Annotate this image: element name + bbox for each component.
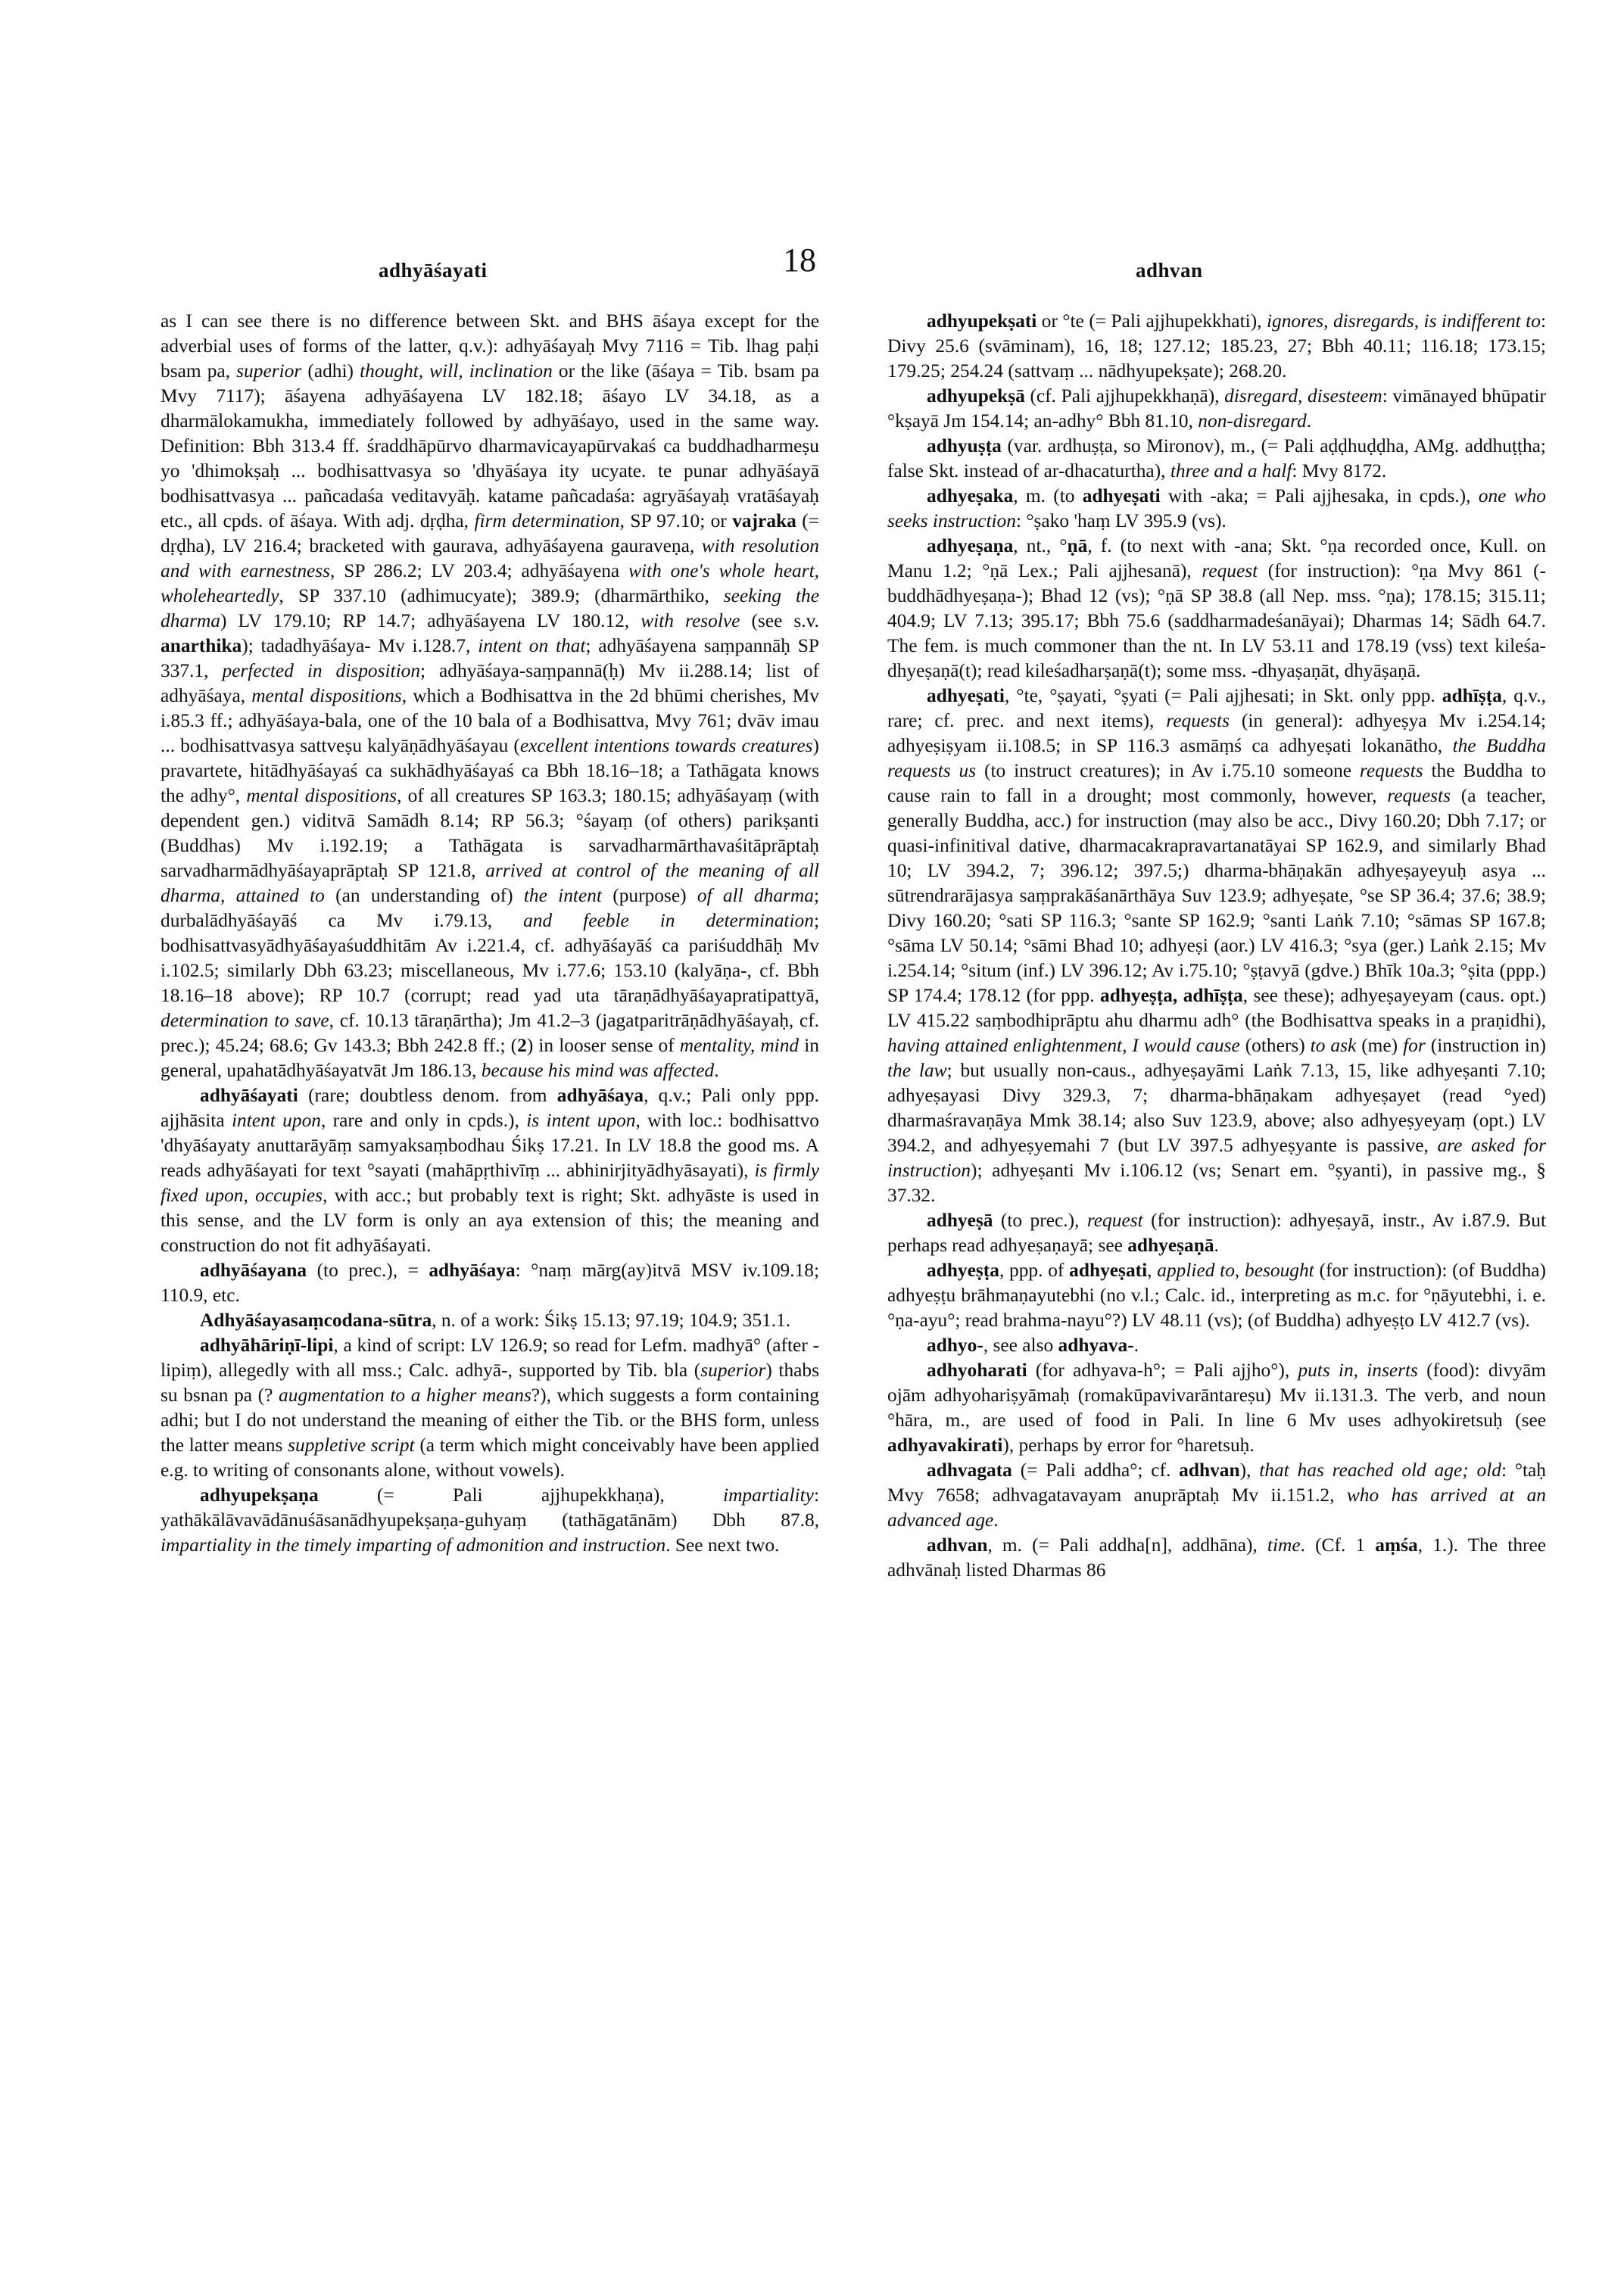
- entry-text: (for instruction): adhyeṣayā, instr., Av i.87.9. But perhaps read adhyeṣaṇayā; see: [887, 1210, 1546, 1256]
- entry-text: , SP 97.10; or: [619, 510, 733, 531]
- entry-text: , f. (to next with -ana; Skt. °ṇa recorded once, Kull. on Manu 1.2; °ṇā Lex.; Pali ajjhesanā),: [887, 535, 1546, 581]
- entry-headword: adhyeṣaṇa: [927, 535, 1014, 556]
- entry-text: .: [1214, 1235, 1219, 1256]
- entry-text: , SP 337.10 (adhimucyate); 389.9; (dharmārthiko,: [279, 585, 724, 606]
- entry-text: (see s.v.: [740, 610, 819, 631]
- entry-text: , of all creatures SP 163.3; 180.15; adhyāśayaṃ (with dependent gen.) viditvā Samādh 8.14; RP 56.3; °śayaṃ (of others) parikṣanti (Buddhas) Mv i.192.19; a Tathāgata is sarvadharmārthavaśitāprāptaḥ sarvadharmādhyāśayaprāptaḥ SP 121.8,: [161, 785, 819, 881]
- entry-text: : °taḥ Mvy 7658; adhvagatavayam anuprāptaḥ Mv ii.151.2,: [887, 1460, 1546, 1506]
- entry-gloss: to ask: [1310, 1035, 1357, 1056]
- entry-gloss: intent on that: [478, 635, 586, 656]
- entry-headword: adhyava-: [1058, 1335, 1134, 1356]
- entry-text: (for adhyava-h°; = Pali ajjho°),: [1027, 1360, 1298, 1381]
- dictionary-entry: [161, 1333, 819, 1483]
- entry-gloss: seeking the dharma: [161, 585, 819, 631]
- entry-text: , see these); adhyeṣayeyam (caus. opt.) LV 415.22 saṃbodhiprāptu ahu dharmu adh° (the Bodhisattva speaks in a praṇidhi),: [887, 985, 1546, 1031]
- entry-text: (instruction in): [1425, 1035, 1546, 1056]
- dictionary-entry: [887, 1333, 1546, 1358]
- entry-text: , q.v.; Pali only ppp. ajjhāsita: [161, 1085, 819, 1131]
- entry-text: ) LV 179.10; RP 14.7; adhyāśayena LV 180.12,: [220, 610, 641, 631]
- entry-text: ); adhyeṣanti Mv i.106.12 (vs; Senart em. °ṣyanti), in passive mg., § 37.32.: [887, 1160, 1546, 1206]
- entry-gloss: superior: [700, 1360, 766, 1381]
- entry-text: . (Cf. 1: [1300, 1534, 1376, 1556]
- entry-gloss: arrived at control of the meaning of all dharma, attained to: [161, 860, 819, 906]
- entry-headword: adhyupekṣati: [927, 310, 1037, 332]
- entry-text: : vimānayed bhūpatir °kṣayā Jm 154.14; an-adhy° Bbh 81.10,: [887, 385, 1546, 431]
- entry-text: ?), which suggests a form containing adhi; but I do not understand the meaning of either the Tib. or the BHS form, unless the latter means: [161, 1385, 819, 1456]
- entry-headword: adhvagata: [927, 1460, 1012, 1481]
- entry-text: as I can see there is no difference between Skt. and BHS āśaya except for the adverbial uses of forms of the latter, q.v.): adhyāśayaḥ Mvy 7116 = Tib. lhag paḥi bsam pa,: [161, 310, 819, 382]
- entry-gloss: who has arrived at an advanced age: [887, 1485, 1546, 1531]
- entry-headword: adhyavakirati: [887, 1435, 1003, 1456]
- entry-text: ; durbalādhyāśayāś ca Mv i.79.13,: [161, 885, 819, 931]
- left-column: [161, 309, 819, 2254]
- entry-text: ,: [1147, 1260, 1158, 1281]
- entry-text: ; adhyāśaya-saṃpannā(ḥ) Mv ii.288.14; list of adhyāśaya,: [161, 660, 819, 706]
- entry-text: in general, upahatādhyāśayatvāt Jm 186.13,: [161, 1035, 819, 1081]
- entry-text: (food): divyām ojām adhyohariṣyāmaḥ (romakūpavivarāntareṣu) Mv ii.131.3. The verb, and noun °hāra, m., are used of food in Pali. In line 6 Mv uses adhyokiretsuḥ (see: [887, 1360, 1546, 1431]
- entry-gloss: are asked for instruction: [887, 1135, 1546, 1181]
- entry-headword: adhyeṣā: [927, 1210, 993, 1231]
- entry-gloss: requests: [1359, 760, 1423, 781]
- entry-text: , a kind of script: LV 126.9; so read for Lefm. madhyā° (after -lipiṃ), allegedly with all mss.; Calc. adhyā-, supported by Tib. bla (: [161, 1335, 819, 1381]
- entry-text: : °ṣako 'haṃ LV 395.9 (vs).: [1015, 510, 1227, 531]
- entry-text: ); tadadhyāśaya- Mv i.128.7,: [242, 635, 478, 656]
- entry-gloss: with resolve: [641, 610, 740, 631]
- entry-headword: Adhyāśayasaṃcodana-sūtra: [200, 1310, 432, 1331]
- entry-text: , see also: [983, 1335, 1058, 1356]
- entry-gloss: perfected in disposition: [222, 660, 421, 681]
- entry-gloss: puts in, inserts: [1298, 1360, 1418, 1381]
- entry-text: , m. (= Pali addha[n], addhāna),: [987, 1534, 1267, 1556]
- running-header: [0, 241, 1624, 286]
- entry-text: (an understanding of): [324, 885, 524, 906]
- entry-gloss: impartiality: [723, 1485, 814, 1506]
- entry-text: (others): [1239, 1035, 1311, 1056]
- entry-gloss: is firmly fixed upon, occupies: [161, 1160, 819, 1206]
- dictionary-entry: [887, 309, 1546, 384]
- entry-text: (adhi): [301, 360, 360, 382]
- entry-text: , q.v., rare; cf. prec. and next items),: [887, 685, 1546, 731]
- entry-gloss: determination to save: [161, 1010, 329, 1031]
- entry-text: ), perhaps by error for °haretsuḥ.: [1002, 1435, 1255, 1456]
- entry-gloss: excellent intentions towards creatures: [519, 735, 813, 756]
- dictionary-entry: [161, 1308, 819, 1333]
- entry-gloss: the Buddha requests us: [887, 735, 1546, 781]
- entry-gloss: the law: [887, 1060, 947, 1081]
- entry-gloss: for: [1403, 1035, 1426, 1056]
- entry-headword: adhvan: [1179, 1460, 1240, 1481]
- entry-headword: adhyo-: [927, 1335, 983, 1356]
- entry-gloss: ignores, disregards, is indifferent to: [1266, 310, 1541, 332]
- entry-text: (cf. Pali ajjhupekkhaṇā),: [1024, 385, 1225, 407]
- entry-headword: ṇā: [1067, 535, 1088, 556]
- entry-headword: adhyupekṣaṇa: [200, 1485, 319, 1506]
- entry-gloss: thought, will, inclination: [360, 360, 553, 382]
- entry-gloss: superior: [236, 360, 302, 382]
- entry-headword: adhyāhāriṇī-lipi: [200, 1335, 334, 1356]
- entry-headword: aṃśa: [1375, 1534, 1418, 1556]
- entry-text: (for instruction): °ṇa Mvy 861 (-buddhādhyeṣaṇa-); Bhad 12 (vs); °ṇā SP 38.8 (all Nep. mss. °ṇa); 178.15; 315.11; 404.9; LV 7.13; 395.17; Bbh 75.6 (saddharmadeśanāyai); Dharmas 14; Sādh 64.7. The fem. is much commoner than the nt. In LV 53.11 and 178.19 (vss) text kileśa-dhyeṣaṇā(t); read kileśadharṣaṇā(t); some mss. -dhyaṣaṇāt, dhyāṣaṇā.: [887, 560, 1546, 681]
- entry-headword: adhyeṣati: [1082, 485, 1161, 506]
- entry-text: , with acc.; but probably text is right; Skt. adhyāste is used in this sense, and the LV form is only an aya extension of this; the meaning and construction do not fit adhyāśayati.: [161, 1185, 819, 1256]
- entry-text: , nt., °: [1013, 535, 1068, 556]
- entry-headword: adhyupekṣā: [927, 385, 1025, 407]
- entry-text: or °te (= Pali ajjhupekkhati),: [1036, 310, 1267, 332]
- entry-text: (rare; doubtless denom. from: [298, 1085, 557, 1106]
- entry-headword: vajraka: [732, 510, 796, 531]
- entry-headword: adhyeṣaka: [927, 485, 1014, 506]
- entry-headword: adhyoharati: [927, 1360, 1027, 1381]
- entry-gloss: request: [1086, 1210, 1143, 1231]
- entry-text: .: [1306, 410, 1312, 431]
- entry-text: ; bodhisattvasyādhyāśayaśuddhitām Av i.221.4, cf. adhyāśayāś ca pariśuddhāḥ Mv i.102.5; similarly Dbh 63.23; miscellaneous, Mv i.77.6; 153.10 (kalyāṇa-, cf. Bbh 18.16–18 above); RP 10.7 (corrupt; read yad uta tāraṇādhyāśayapratipattyā,: [161, 910, 819, 1006]
- entry-headword: adhyeṣati: [1069, 1260, 1148, 1281]
- dictionary-entry: [887, 484, 1546, 534]
- entry-text: (to instruct creatures); in Av i.75.10 someone: [976, 760, 1360, 781]
- dictionary-entry: [161, 1083, 819, 1258]
- entry-text: (= Pali ajjhupekkhaṇa),: [318, 1485, 724, 1506]
- entry-headword: adhvan: [927, 1534, 988, 1556]
- entry-gloss: the intent: [523, 885, 602, 906]
- entry-gloss: mental dispositions: [246, 785, 397, 806]
- entry-text: ; adhyāśayena saṃpannāḥ SP 337.1,: [161, 635, 819, 681]
- entry-text: ),: [1239, 1460, 1260, 1481]
- entry-gloss: time: [1267, 1534, 1301, 1556]
- entry-text: the Buddha to cause rain to fall in a drought; most commonly, however,: [887, 760, 1546, 806]
- entry-text: (for instruction): (of Buddha) adhyeṣṭu brāhmaṇayutebhi (no v.l.; Calc. id., interpreting as m.c. for °ṇāyutebhi, i. e. °ṇa-ayu°; read brahma-nayu°?) LV 48.11 (vs); (of Buddha) adhyeṣṭo LV 412.7 (vs).: [887, 1260, 1546, 1331]
- entry-gloss: that has reached old age; old: [1259, 1460, 1501, 1481]
- entry-text: (to prec.), =: [307, 1260, 429, 1281]
- entry-gloss: firm determination: [474, 510, 620, 531]
- guide-word-right: adhvan: [1136, 259, 1203, 282]
- entry-text: .: [993, 1509, 999, 1531]
- entry-text: : °naṃ mārg(ay)itvā MSV iv.109.18; 110.9, etc.: [161, 1260, 819, 1306]
- entry-gloss: request: [1202, 560, 1258, 581]
- entry-text: (me): [1356, 1035, 1404, 1056]
- entry-text: . See next two.: [665, 1534, 780, 1556]
- entry-gloss: with resolution and with earnestness: [161, 535, 819, 581]
- entry-headword: adhyeṣṭa, adhīṣṭa: [1100, 985, 1243, 1006]
- entry-gloss: disregard, disesteem: [1224, 385, 1382, 407]
- entry-text: (var. ardhuṣṭa, so Mironov), m., (= Pali aḍḍhuḍḍha, AMg. addhuṭṭha; false Skt. instead of ar-dhacaturtha),: [887, 435, 1546, 481]
- dictionary-entry: [887, 434, 1546, 484]
- entry-gloss: suppletive script: [288, 1435, 415, 1456]
- dictionary-entry: [161, 1258, 819, 1308]
- entry-text: (purpose): [601, 885, 697, 906]
- dictionary-entry: [161, 309, 819, 1083]
- entry-text: (= Pali addha°; cf.: [1011, 1460, 1180, 1481]
- dictionary-entry: [887, 1258, 1546, 1333]
- entry-gloss: having attained enlightenment, I would cause: [887, 1035, 1240, 1056]
- dictionary-entry: [887, 684, 1546, 1208]
- entry-text: , with loc.: bodhisattvo 'dhyāśayaty anuttarāyāṃ samyaksaṃbodhau Śikṣ 17.21. In LV 18.8 the good ms. A reads adhyāśayati for text °sayati (mahāpṛthivīṃ ... abhinirjityādhyāsayati),: [161, 1110, 819, 1181]
- entry-text: .: [714, 1060, 719, 1081]
- page-number: 18: [783, 241, 816, 279]
- entry-text: ) pravartete, hitādhyāśayaś ca sukhādhyāśayaś ca Bbh 18.16–18; a Tathāgata knows the adhy°,: [161, 735, 819, 806]
- entry-text: , cf. 10.13 tāraṇārtha); Jm 41.2–3 (jagatparitrāṇādhyāśayaḥ, cf. prec.); 45.24; 68.6; Gv 143.3; Bbh 242.8 ff.; (: [161, 1010, 819, 1056]
- entry-headword: 2: [517, 1035, 527, 1056]
- entry-gloss: one who seeks instruction: [887, 485, 1546, 531]
- entry-text: with -aka; = Pali ajjhesaka, in cpds.),: [1160, 485, 1479, 506]
- entry-headword: adhyeṣaṇā: [1127, 1235, 1214, 1256]
- entry-gloss: and feeble in determination: [523, 910, 814, 931]
- dictionary-entry: [887, 384, 1546, 434]
- entry-gloss: three and a half: [1170, 460, 1292, 481]
- entry-gloss: of all dharma: [697, 885, 814, 906]
- dictionary-entry: [887, 1533, 1546, 1583]
- entry-gloss: because his mind was affected: [481, 1060, 715, 1081]
- entry-gloss: non-disregard: [1198, 410, 1307, 431]
- entry-text: , SP 286.2; LV 203.4; adhyāśayena: [330, 560, 629, 581]
- entry-text: (in general): adhyeṣya Mv i.254.14; adhyeṣiṣyam ii.108.5; in SP 116.3 asmāṃś ca adhyeṣati lokanātho,: [887, 710, 1546, 756]
- entry-headword: adhyeṣṭa: [927, 1260, 999, 1281]
- entry-text: : yathākālāvavādānuśāsanādhyupekṣaṇa-guhyaṃ (tathāgatānām) Dbh 87.8,: [161, 1485, 819, 1531]
- entry-gloss: is intent upon: [526, 1110, 636, 1131]
- entry-headword: adhyāśayana: [200, 1260, 307, 1281]
- entry-gloss: impartiality in the timely imparting of admonition and instruction: [161, 1534, 666, 1556]
- dictionary-entry: [887, 1358, 1546, 1458]
- entry-text: , 1.). The three adhvānaḥ listed Dharmas 86: [887, 1534, 1546, 1581]
- entry-gloss: requests: [1166, 710, 1230, 731]
- entry-headword: adhyāśaya: [556, 1085, 644, 1106]
- entry-text: , rare and only in cpds.),: [320, 1110, 527, 1131]
- entry-gloss: augmentation to a higher means: [279, 1385, 531, 1406]
- entry-headword: adhyuṣṭa: [927, 435, 1002, 456]
- dictionary-entry: [887, 1458, 1546, 1533]
- entry-gloss: mental dispositions: [251, 685, 402, 706]
- entry-text: (a teacher, generally Buddha, acc.) for instruction (may also be acc., Divy 160.20; Dbh 7.17; or quasi-infinitival dative, dharmacakrapravartanatāyai SP 162.9, and similarly Bhad 10; LV 394.2, 7; 396.12; 397.5;) dharma-bhāṇakān adhyeṣayeyuḥ asya ... sūtrendrarājasya saṃprakāśanārthāya Suv 123.9; adhyeṣate, °se SP 36.4; 37.6; 38.9; Divy 160.20; °sati SP 116.3; °sante SP 162.9; °santi Laṅk 7.10; °sāmas SP 167.8; °sāma LV 50.14; °sāmi Bhad 10; adhyeṣi (aor.) LV 416.3; °sya (ger.) Laṅk 2.15; Mv i.254.14; °situm (inf.) LV 396.12; Av i.75.10; °ṣṭavyā (gdve.) Bhīk 10a.3; °ṣita (ppp.) SP 174.4; 178.12 (for ppp.: [887, 785, 1546, 1006]
- right-column: [887, 309, 1546, 2254]
- entry-text: (= dṛḍha), LV 216.4; bracketed with gaurava, adhyāśayena gauraveṇa,: [161, 510, 819, 556]
- entry-text: or the like (āśaya = Tib. bsam pa Mvy 7117); āśayena adhyāśayena LV 182.18; āśayo LV 34.18, as a dharmālokamukha, immediately followed by adhyāśayo, used in the same way. Definition: Bbh 313.4 ff. śraddhāpūrvo dharmavicayapūrvakaś ca buddhadharmeṣu yo 'dhimokṣaḥ ... bodhisattvasya so 'dhyāśaya ity ucyate. te punar adhyāśayā bodhisattvasya ... pañcadaśa veditavyāḥ. katame pañcadaśa: agryāśayaḥ vratāśayaḥ etc., all cpds. of āśaya. With adj. dṛḍha,: [161, 360, 819, 531]
- entry-text: (to prec.),: [993, 1210, 1087, 1231]
- entry-headword: adhīṣṭa: [1442, 685, 1502, 706]
- entry-gloss: applied to, besought: [1157, 1260, 1314, 1281]
- entry-headword: anarthika: [161, 635, 242, 656]
- entry-gloss: mentality, mind: [679, 1035, 800, 1056]
- entry-text: (a term which might conceivably have been applied e.g. to writing of consonants alone, without vowels).: [161, 1435, 819, 1481]
- entry-text: ) thabs su bsnan pa (?: [161, 1360, 819, 1406]
- entry-text: ; but usually non-caus., adhyeṣayāmi Laṅk 7.13, 15, like adhyeṣanti 7.10; adhyeṣayasi Divy 329.3, 7; dharma-bhāṇakam adhyeṣayet (read °yed) dharmaśravaṇāya Mmk 38.14; also Suv 123.9, above; also adhyeṣyeyaṃ (opt.) LV 394.2, and adhyeṣyemahi 7 (but LV 397.5 adhyeṣyante is passive,: [887, 1060, 1546, 1156]
- entry-headword: adhyeṣati: [927, 685, 1005, 706]
- entry-gloss: with one's whole heart, wholeheartedly: [161, 560, 819, 606]
- dictionary-entry: [161, 1483, 819, 1558]
- entry-text: : Mvy 8172.: [1292, 460, 1387, 481]
- entry-gloss: requests: [1387, 785, 1451, 806]
- entry-text: ) in looser sense of: [526, 1035, 680, 1056]
- entry-text: : Divy 25.6 (svāminam), 16, 18; 127.12; 185.23, 27; Bbh 40.11; 116.18; 173.15; 179.25; 254.24 (sattvaṃ ... nādhyupekṣate); 268.20.: [887, 310, 1546, 382]
- entry-gloss: intent upon: [231, 1110, 321, 1131]
- entry-text: , m. (to: [1013, 485, 1083, 506]
- dictionary-entry: [887, 1208, 1546, 1258]
- dictionary-entry: [887, 534, 1546, 684]
- entry-headword: adhyāśayati: [200, 1085, 298, 1106]
- guide-word-left: adhyāśayati: [379, 259, 488, 282]
- entry-headword: adhyāśaya: [429, 1260, 516, 1281]
- entry-text: .: [1133, 1335, 1139, 1356]
- entry-text: , n. of a work: Śikṣ 15.13; 97.19; 104.9; 351.1.: [432, 1310, 791, 1331]
- entry-text: , ppp. of: [999, 1260, 1070, 1281]
- entry-text: , which a Bodhisattva in the 2d bhūmi cherishes, Mv i.85.3 ff.; adhyāśaya-bala, one of the 10 bala of a Bodhisattva, Mvy 761; dvāv imau ... bodhisattvasya sattveṣu kalyāṇādhyāśayau (: [161, 685, 819, 756]
- entry-text: , °te, °ṣayati, °ṣyati (= Pali ajjhesati; in Skt. only ppp.: [1005, 685, 1442, 706]
